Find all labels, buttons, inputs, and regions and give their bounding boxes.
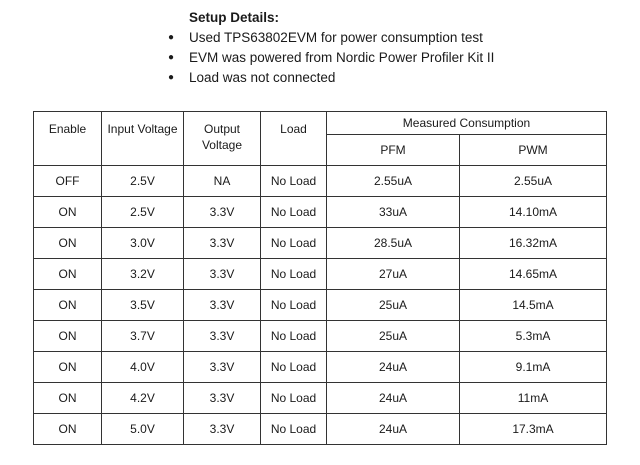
table-row — [34, 290, 607, 321]
cell-pfm: 24uA — [327, 414, 460, 445]
power-consumption-table — [33, 111, 607, 445]
cell-enable: ON — [34, 321, 102, 352]
setup-title: Setup Details: — [189, 10, 280, 25]
bullet-icon: ● — [168, 32, 175, 43]
header-input-voltage: Input Voltage — [102, 112, 184, 166]
cell-output-voltage: NA — [184, 166, 261, 197]
table-row — [34, 414, 607, 445]
header-output-voltage-line2: Voltage — [201, 138, 243, 152]
cell-input-voltage: 2.5V — [102, 197, 184, 228]
cell-pwm: 16.32mA — [460, 228, 607, 259]
cell-pwm: 14.10mA — [460, 197, 607, 228]
header-output-voltage-line1: Output — [203, 122, 241, 136]
cell-output-voltage: 3.3V — [184, 228, 261, 259]
table-row — [34, 321, 607, 352]
cell-pwm: 14.65mA — [460, 259, 607, 290]
cell-load: No Load — [261, 383, 327, 414]
cell-pfm: 25uA — [327, 290, 460, 321]
cell-output-voltage: 3.3V — [184, 414, 261, 445]
cell-input-voltage: 4.2V — [102, 383, 184, 414]
cell-pwm: 5.3mA — [460, 321, 607, 352]
cell-pwm: 9.1mA — [460, 352, 607, 383]
cell-output-voltage: 3.3V — [184, 197, 261, 228]
cell-load: No Load — [261, 352, 327, 383]
cell-pfm: 27uA — [327, 259, 460, 290]
cell-pfm: 33uA — [327, 197, 460, 228]
header-load: Load — [261, 112, 327, 166]
cell-pwm: 17.3mA — [460, 414, 607, 445]
header-output-voltage — [184, 112, 261, 166]
cell-pfm: 24uA — [327, 383, 460, 414]
header-enable: Enable — [34, 112, 102, 166]
cell-pfm: 2.55uA — [327, 166, 460, 197]
setup-item-text: Load was not connected — [189, 70, 336, 85]
table-header-row — [34, 112, 607, 135]
cell-input-voltage: 3.0V — [102, 228, 184, 259]
cell-enable: ON — [34, 259, 102, 290]
setup-details — [165, 8, 625, 88]
cell-load: No Load — [261, 414, 327, 445]
cell-output-voltage: 3.3V — [184, 383, 261, 414]
cell-load: No Load — [261, 228, 327, 259]
table-row — [34, 228, 607, 259]
bullet-icon: ● — [168, 72, 175, 83]
table-row — [34, 352, 607, 383]
header-pwm: PWM — [460, 135, 607, 166]
cell-pfm: 25uA — [327, 321, 460, 352]
cell-load: No Load — [261, 290, 327, 321]
cell-enable: ON — [34, 414, 102, 445]
cell-enable: OFF — [34, 166, 102, 197]
setup-item-text: EVM was powered from Nordic Power Profiler Kit II — [189, 50, 495, 65]
cell-pwm: 2.55uA — [460, 166, 607, 197]
table-row — [34, 197, 607, 228]
cell-output-voltage: 3.3V — [184, 321, 261, 352]
setup-item — [165, 68, 625, 88]
table-row — [34, 259, 607, 290]
setup-list — [165, 28, 625, 88]
table-row — [34, 383, 607, 414]
cell-enable: ON — [34, 290, 102, 321]
cell-output-voltage: 3.3V — [184, 290, 261, 321]
cell-input-voltage: 3.2V — [102, 259, 184, 290]
cell-output-voltage: 3.3V — [184, 259, 261, 290]
header-pfm: PFM — [327, 135, 460, 166]
cell-enable: ON — [34, 352, 102, 383]
cell-pwm: 14.5mA — [460, 290, 607, 321]
cell-input-voltage: 3.7V — [102, 321, 184, 352]
setup-item-text: Used TPS63802EVM for power consumption test — [189, 30, 483, 45]
setup-item — [165, 28, 625, 48]
table-row — [34, 166, 607, 197]
cell-input-voltage: 2.5V — [102, 166, 184, 197]
cell-enable: ON — [34, 197, 102, 228]
cell-pfm: 28.5uA — [327, 228, 460, 259]
header-measured-consumption: Measured Consumption — [327, 112, 607, 135]
cell-load: No Load — [261, 259, 327, 290]
cell-pfm: 24uA — [327, 352, 460, 383]
cell-load: No Load — [261, 197, 327, 228]
cell-load: No Load — [261, 321, 327, 352]
cell-output-voltage: 3.3V — [184, 352, 261, 383]
cell-load: No Load — [261, 166, 327, 197]
cell-pwm: 11mA — [460, 383, 607, 414]
bullet-icon: ● — [168, 52, 175, 63]
cell-enable: ON — [34, 228, 102, 259]
setup-item — [165, 48, 625, 68]
cell-enable: ON — [34, 383, 102, 414]
cell-input-voltage: 3.5V — [102, 290, 184, 321]
cell-input-voltage: 4.0V — [102, 352, 184, 383]
cell-input-voltage: 5.0V — [102, 414, 184, 445]
